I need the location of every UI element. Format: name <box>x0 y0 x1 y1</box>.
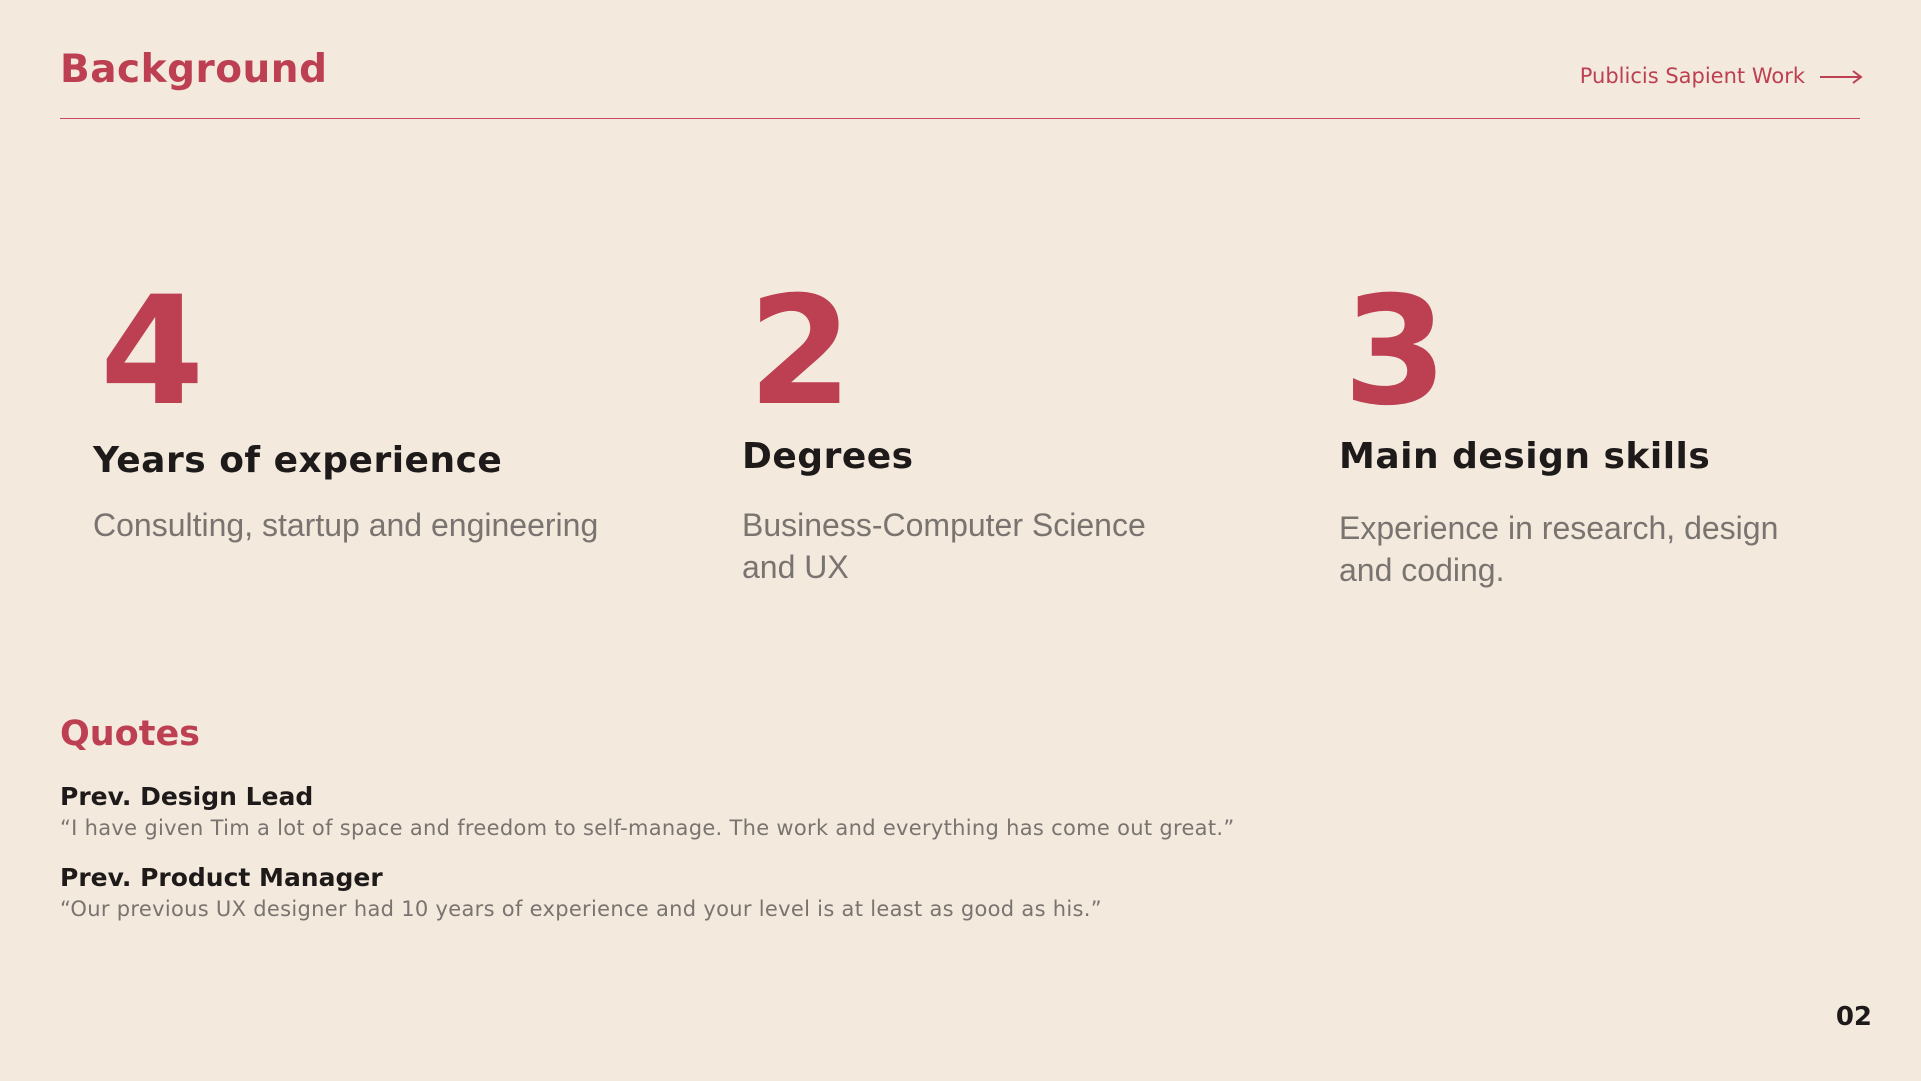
stat-label: Degrees <box>742 436 914 477</box>
stat-number-degrees <box>748 265 851 439</box>
stat-number: 2 <box>748 265 851 439</box>
stat-label-skills <box>1339 436 1711 477</box>
page-number: 02 <box>1835 1002 1872 1032</box>
stat-description-years <box>93 504 598 546</box>
quote-role: Prev. Product Manager <box>60 863 383 892</box>
stat-description-line: and coding. <box>1339 552 1505 588</box>
page-title: Background <box>60 47 328 92</box>
header-divider <box>60 118 1860 119</box>
stat-description-line: and UX <box>742 549 849 585</box>
publicis-sapient-work-link[interactable] <box>1580 66 1863 87</box>
quote-role: Prev. Design Lead <box>60 782 314 811</box>
stat-label: Main design skills <box>1339 436 1711 477</box>
stat-description-line: Business-Computer Science <box>742 507 1146 543</box>
stat-label-years <box>93 440 503 481</box>
stat-description-line: Experience in research, design <box>1339 510 1779 546</box>
stat-number: 3 <box>1343 265 1446 439</box>
quotes-heading: Quotes <box>60 714 201 754</box>
stat-description-degrees <box>742 504 1146 588</box>
stat-number-skills <box>1343 265 1446 439</box>
quote-text: “I have given Tim a lot of space and freedom to self-manage. The work and everything has come out great.” <box>60 816 1235 840</box>
quote-item <box>60 784 1235 839</box>
stat-number-years <box>100 265 203 439</box>
quote-item <box>60 865 1102 920</box>
quote-text: “Our previous UX designer had 10 years of experience and your level is at least as good as his.” <box>60 897 1102 921</box>
arrow-right-icon <box>1819 69 1863 85</box>
nav-link-label: Publicis Sapient Work <box>1579 64 1805 88</box>
stat-number: 4 <box>100 265 203 439</box>
stat-description: Consulting, startup and engineering <box>93 507 599 543</box>
stat-label-degrees <box>742 436 914 477</box>
stat-label: Years of experience <box>93 440 503 481</box>
stat-description-skills <box>1339 507 1778 591</box>
